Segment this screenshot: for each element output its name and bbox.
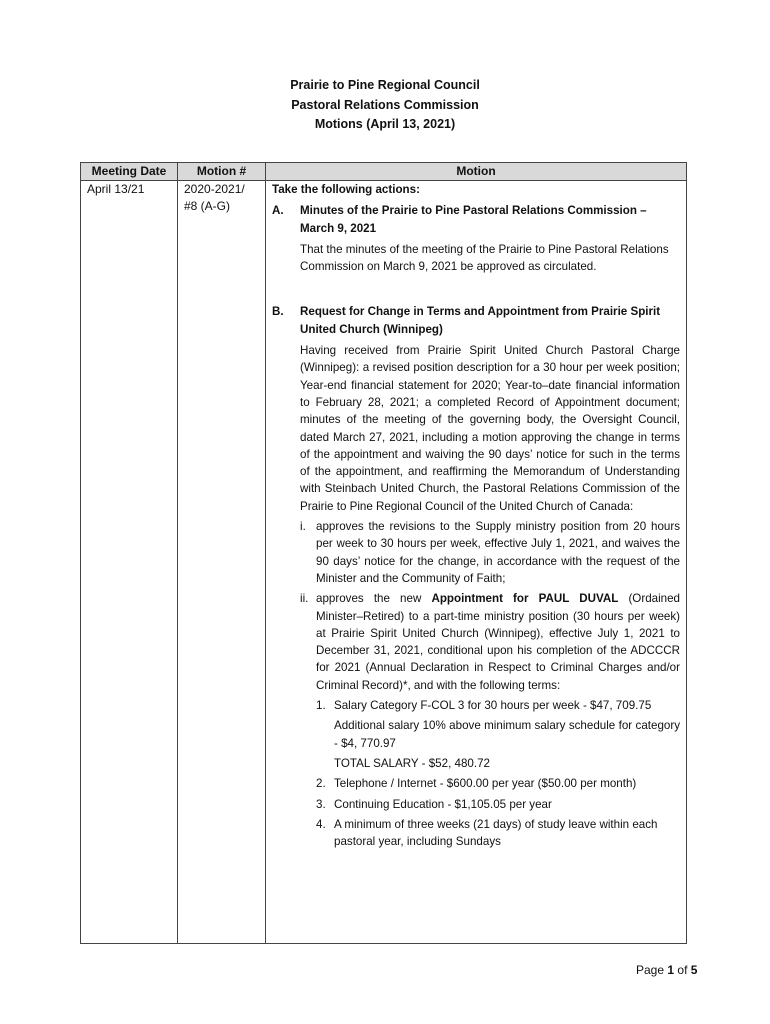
list-item: [316, 775, 680, 792]
sub-item-ii-text-before: approves the new: [316, 592, 432, 606]
of-label: of: [677, 963, 688, 977]
motion-number-line1: 2020-2021/: [184, 182, 245, 196]
page-total: 5: [690, 963, 698, 977]
motion-item-a: [272, 202, 680, 275]
item-a-letter: A.: [272, 204, 284, 218]
motions-table: [80, 162, 687, 944]
motion-item-b: [272, 303, 680, 850]
appointment-name: Appointment for PAUL DUVAL: [431, 592, 619, 606]
sub-item-i: [300, 518, 680, 587]
term-3-text: Continuing Education - $1,105.05 per year: [334, 797, 552, 811]
motion-intro: Take the following actions:: [272, 183, 420, 196]
header-motion-number: Motion #: [178, 163, 266, 181]
term-2-text: Telephone / Internet - $600.00 per year ($50.00 per month): [334, 777, 637, 791]
list-item: [316, 816, 680, 851]
motion-number-line2: #8 (A-G): [184, 199, 231, 213]
council-title: Prairie to Pine Regional Council: [290, 78, 480, 92]
term-2-number: 2.: [316, 777, 326, 791]
item-a-title: Minutes of the Prairie to Pine Pastoral Relations Commission – March 9, 2021: [300, 204, 647, 235]
table-row: [81, 181, 687, 944]
motion-cell: [266, 181, 687, 944]
term-1-total-salary: TOTAL SALARY - $52, 480.72: [334, 756, 490, 770]
motions-title: Motions (April 13, 2021): [314, 117, 456, 131]
list-item: [316, 796, 680, 813]
meeting-date-cell: April 13/21: [81, 181, 178, 944]
term-1-additional-salary: Additional salary 10% above minimum salary schedule for category - $4, 770.97: [334, 719, 680, 750]
sub-item-ii: [300, 590, 680, 694]
term-4-number: 4.: [316, 817, 326, 831]
item-b-text: Having received from Prairie Spirit United Church Pastoral Charge (Winnipeg): a revised position description for a 30 hour per week position; Year-end financial statement for 2020; Year-to–date financial information to February 28, 2021; a completed Record of Appointment document; minutes of the meeting of the governing body, the Oversight Council, dated March 27, 2021, including a motion approving the change in terms of the appointment and waiving the 90 days’ notice for such in the terms of the appointment, and reaffirming the Memorandum of Understanding with Steinbach United Church, the Pastoral Relations Commission of the Prairie to Pine Regional Council of the United Church of Canada:: [300, 344, 680, 513]
document-heading: [0, 76, 770, 135]
page-number: 1: [667, 963, 675, 977]
term-1-number: 1.: [316, 699, 326, 713]
item-b-letter: B.: [272, 305, 284, 319]
term-1-text: Salary Category F-COL 3 for 30 hours per week - $47, 709.75: [334, 699, 652, 713]
page-label: Page: [636, 963, 665, 977]
header-motion: Motion: [266, 163, 687, 181]
sub-item-i-text: approves the revisions to the Supply ministry position from 20 hours per week to 30 hours per week, effective July 1, 2021, and waives the 90 days’ notice for the change, in accordance with the request of the Minister and the Community of Faith;: [316, 520, 680, 585]
sub-item-ii-numeral: ii.: [300, 592, 309, 606]
term-4-text: A minimum of three weeks (21 days) of study leave within each pastoral year, including Sundays: [334, 817, 658, 849]
sub-item-ii-text: [316, 590, 680, 694]
item-a-text: That the minutes of the meeting of the Prairie to Pine Pastoral Relations Commission on March 9, 2021 be approved as circulated.: [300, 242, 669, 274]
list-item: [316, 697, 680, 772]
terms-list: [316, 697, 680, 850]
page-footer: [636, 963, 697, 977]
term-3-number: 3.: [316, 797, 326, 811]
item-b-title: Request for Change in Terms and Appointment from Prairie Spirit United Church (Winnipeg): [300, 305, 661, 336]
commission-title: Pastoral Relations Commission: [291, 97, 479, 112]
sub-item-ii-text-after: (Ordained Minister–Retired) to a part-time ministry position (30 hours per week) at Prairie Spirit United Church (Winnipeg), effective July 1, 2021 to December 31, 2021, conditional upon his completion of the ADCCCR for 2021 (Annual Declaration in Respect to Criminal Charges and/or Criminal Record)*, and with the following terms:: [316, 592, 681, 692]
header-meeting-date: Meeting Date: [81, 163, 178, 181]
sub-item-i-numeral: i.: [300, 520, 306, 534]
table-header-row: [81, 163, 687, 181]
motion-number-cell: [178, 181, 266, 944]
